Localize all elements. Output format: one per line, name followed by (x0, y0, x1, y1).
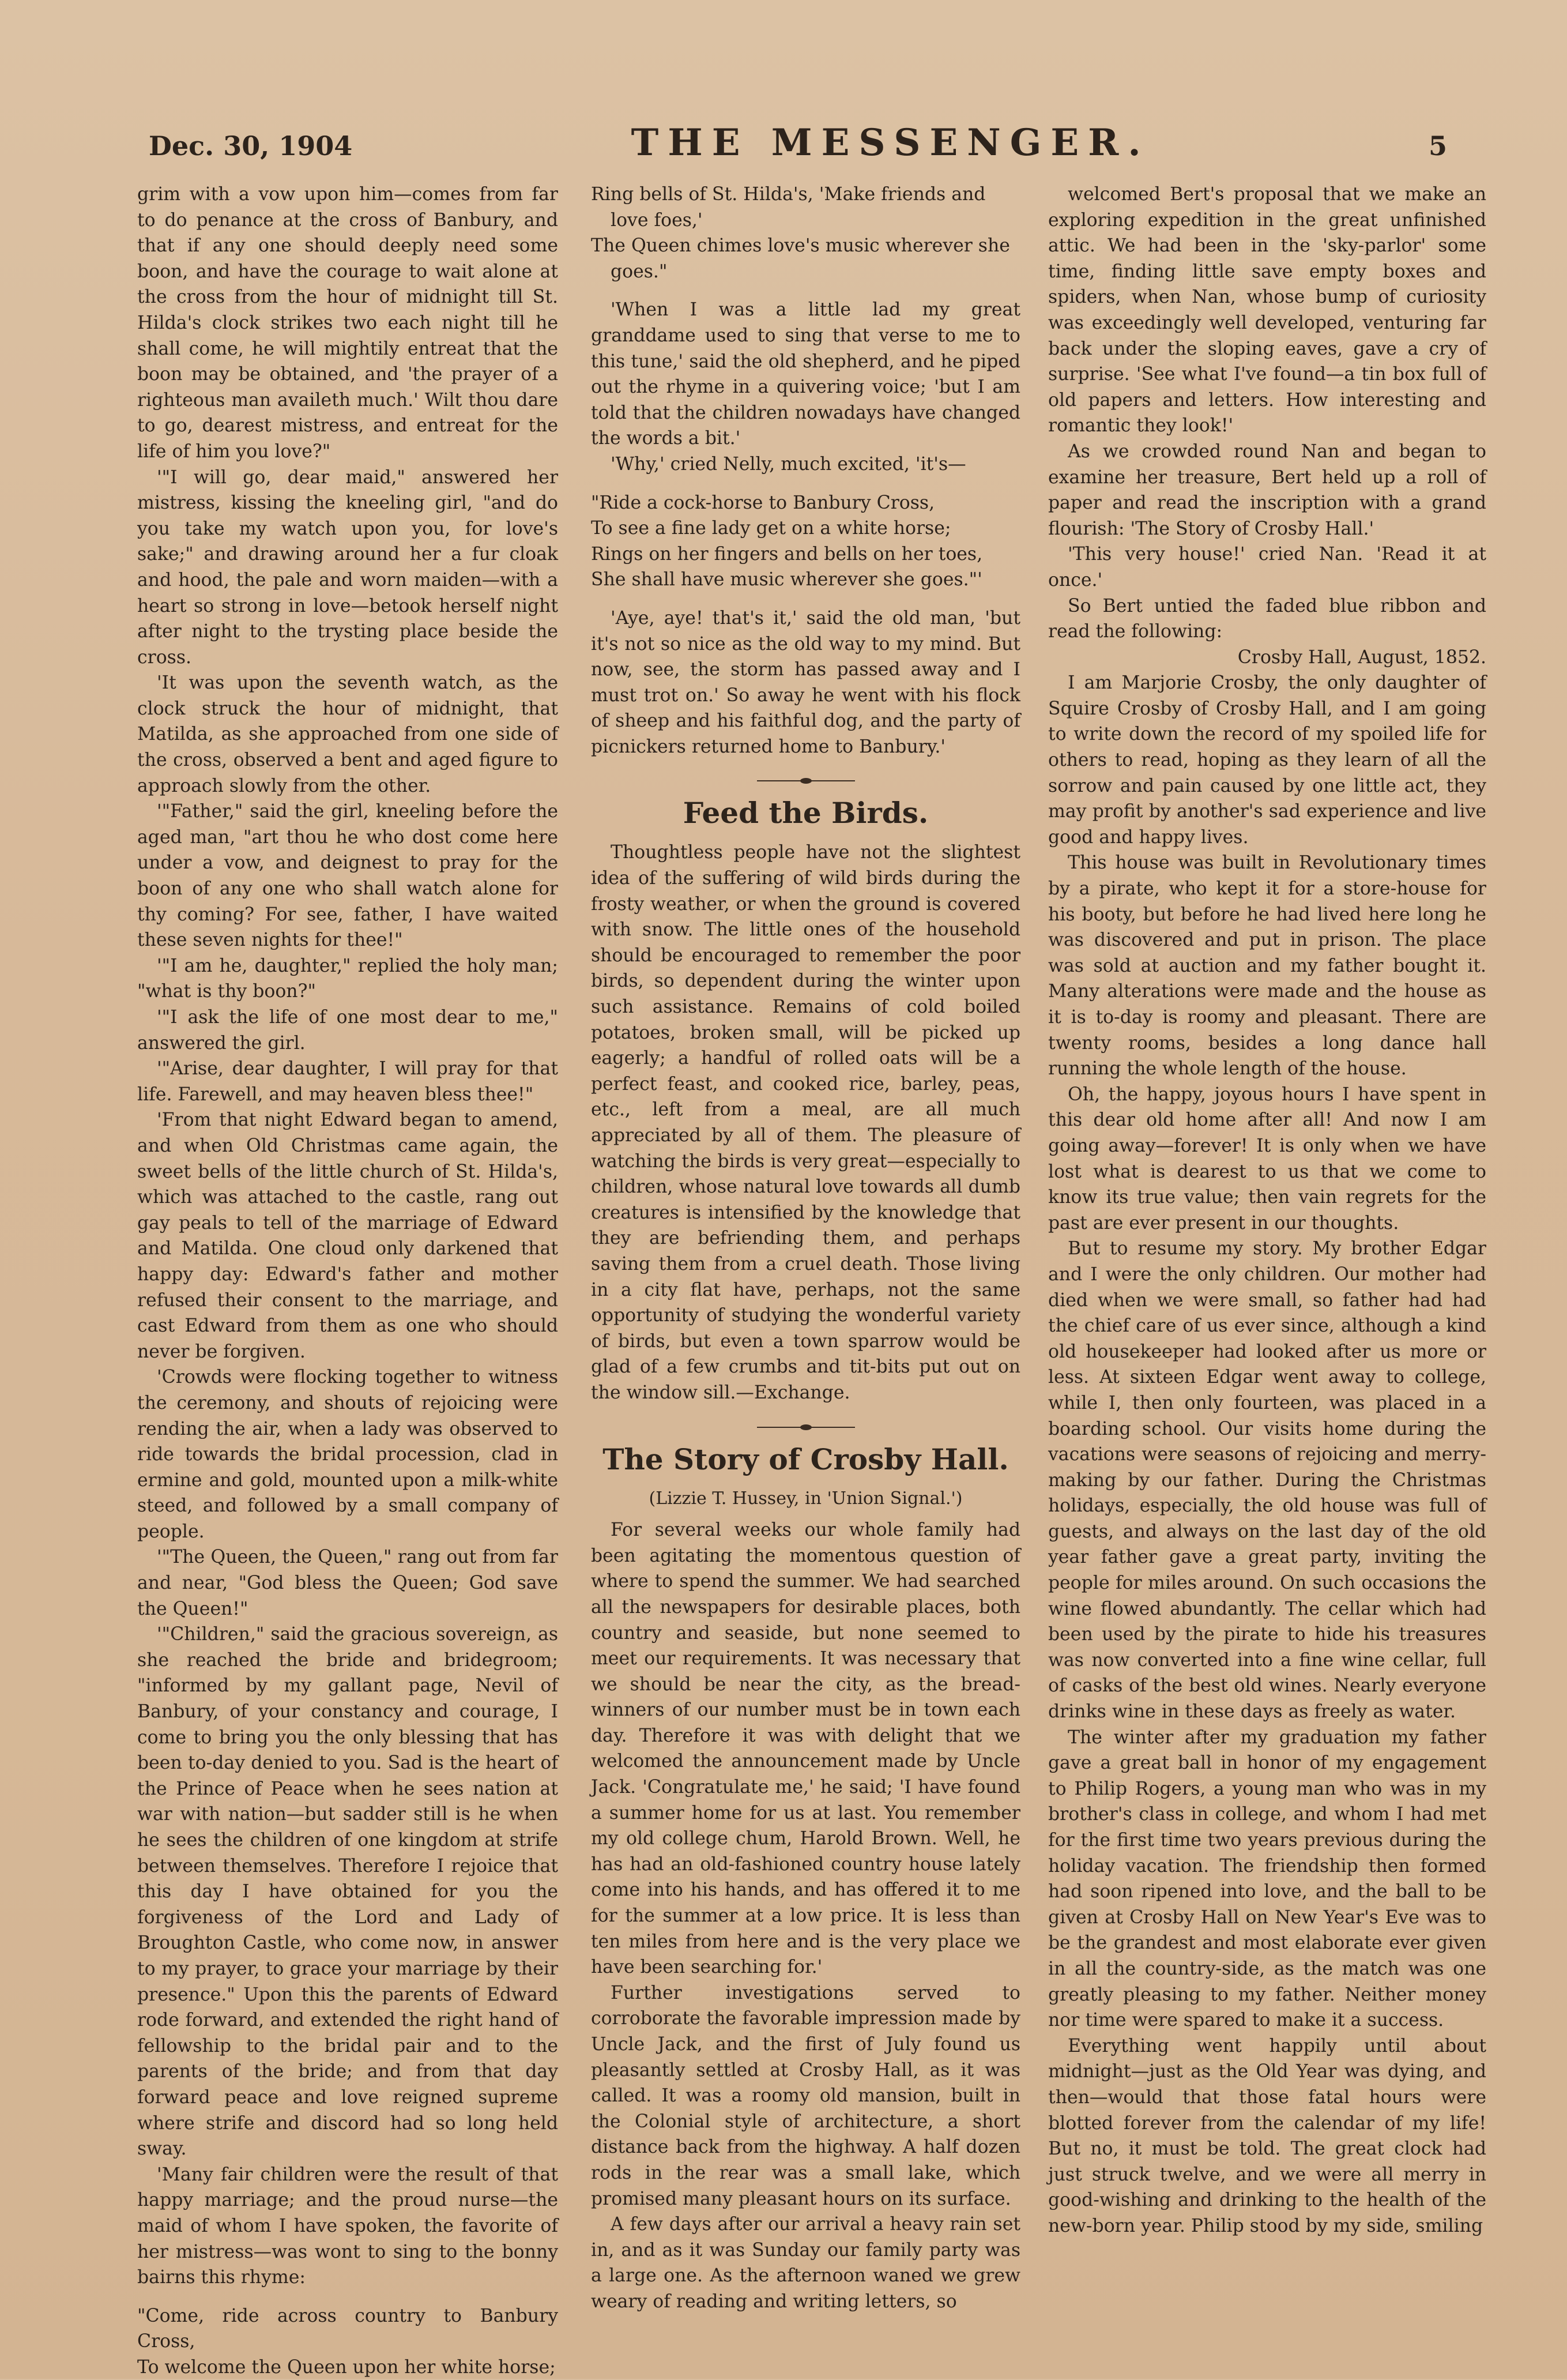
verse-line: goes." (611, 261, 668, 282)
paragraph: 'Why,' cried Nelly, much excited, 'it's— (611, 453, 966, 475)
paragraph: The winter after my graduation my father gave a great ball in honor of my engagement to Philip Rogers, a young man who was in my brother's class in college, and whom I had met for the first time two years previous during the holiday vacation. The friendship then formed had soon ripened into love, and the ball to be given at Crosby Hall on New Year's Eve was to be the grandest and most elaborate ever given in all the country-side, as the match was one greatly pleasing to my father. Neither money nor time were spared to make it a success. (1048, 1727, 1486, 2031)
verse-line: Ring bells of St. Hilda's, 'Make friends and (591, 184, 986, 205)
verse-line: She shall have music wherever she goes."' (591, 569, 982, 591)
masthead (149, 121, 1447, 164)
verse (591, 182, 1020, 284)
paragraph: 'When I was a little lad my great granddame used to sing that verse to me to this tune,' said the old shepherd, and he piped out the rhyme in a quivering voice; 'but I am told that the children nowadays have changed the words a bit.' (591, 299, 1020, 449)
column-2 (591, 182, 1020, 2315)
paragraph: '"I ask the life of one most dear to me," answered the girl. (137, 1007, 558, 1054)
byline: (Lizzie T. Hussey, in 'Union Signal.') (649, 1488, 963, 1509)
column-1 (137, 182, 558, 2380)
paragraph: But to resume my story. My brother Edgar and I were the only children. Our mother had died when we were small, so father had had the chief care of us ever since, although a kind old housekeeper had looked after us more or less. At sixteen Edgar went away to college, while I, then only fourteen, was placed in a boarding school. Our visits home during the vacations were seasons of rejoicing and merry-making by our father. During the Christmas holidays, especially, the old house was full of guests, and always on the last day of the old year father gave a great party, inviting the people for miles around. On such occasions the wine flowed abundantly. The cellar which had been used by the pirate to hide his treasures was now converted into a fine wine cellar, full of casks of the best old wines. Nearly everyone drinks wine in these days as freely as water. (1048, 1238, 1486, 1723)
dateline: Crosby Hall, August, 1852. (1237, 646, 1486, 668)
paragraph: Everything went happily until about midnight—just as the Old Year was dying, and then—would that those fatal hours were blotted forever from the calendar of my life! But no, it must be told. The great clock had just struck twelve, and we were all merry in good-wishing and drinking to the health of the new-born year. Philip stood by my side, smiling (1048, 2035, 1486, 2236)
verse-line: "Ride a cock-horse to Banbury Cross, (591, 492, 935, 513)
verse-line: The Queen chimes love's music wherever she (591, 235, 1010, 257)
article-heading: The Story of Crosby Hall. (602, 1442, 1009, 1476)
paragraph: grim with a vow upon him—comes from far to do penance at the cross of Banbury, and that if any one should deeply need some boon, and have the courage to wait alone at the cross from the hour of midnight till St. Hilda's clock strikes two each night till he shall come, he will mightily entreat that the boon may be obtained, and 'the prayer of a righteous man availeth much.' Wilt thou dare to go, dearest mistress, and entreat for the life of him you love?" (137, 184, 558, 462)
verse (137, 2303, 558, 2380)
paragraph: '"The Queen, the Queen," rang out from far and near, "God bless the Queen; God save the Queen!" (137, 1547, 558, 1619)
paragraph: 'Crowds were flocking together to witness the ceremony, and shouts of rejoicing were rending the air, when a lady was observed to ride towards the bridal procession, clad in ermine and gold, mounted upon a milk-white steed, and followed by a small company of people. (137, 1367, 558, 1542)
verse-line: To welcome the Queen upon her white horse; (137, 2356, 556, 2378)
paragraph: 'Aye, aye! that's it,' said the old man, 'but it's not so nice as the old way to my mind. But now, see, the storm has passed away and I must trot on.' So away he went with his flock of sheep and his faithful dog, and the party of picnickers returned home to Banbury.' (591, 607, 1020, 757)
paragraph: For several weeks our whole family had been agitating the momentous question of where to spend the summer. We had searched all the newspapers for desirable places, both country and seaside, but none seemed to meet our requirements. It was necessary that we should be near the city, as the bread-winners of our number must be in town each day. Therefore it was with delight that we welcomed the announcement made by Uncle Jack. 'Congratulate me,' he said; 'I have found a summer home for us at last. You remember my old college chum, Harold Brown. Well, he has had an old-fashioned country house lately come into his hands, and has offered it to me for the summer at a low price. It is less than ten miles from here and is the very place we have been searching for.' (591, 1520, 1020, 1978)
paragraph: As we crowded round Nan and began to examine her treasure, Bert held up a roll of paper and read the inscription with a grand flourish: 'The Story of Crosby Hall.' (1048, 441, 1486, 539)
verse-line: "Come, ride across country to Banbury Cross, (137, 2305, 558, 2352)
paragraph: '"I am he, daughter," replied the holy man; "what is thy boon?" (137, 955, 558, 1002)
paragraph: Further investigations served to corroborate the favorable impression made by Uncle Jack, and the first of July found us pleasantly settled at Crosby Hall, as it was called. It was a roomy old mansion, built in the Colonial style of architecture, a short distance back from the highway. A half dozen rods in the rear was a small lake, which promised many pleasant hours on its surface. (591, 1982, 1020, 2209)
paragraph: 'It was upon the seventh watch, as the clock struck the hour of midnight, that Matilda, as she approached from one side of the cross, observed a bent and aged figure to approach slowly from the other. (137, 672, 558, 796)
paragraph: '"Father," said the girl, kneeling before the aged man, "art thou he who dost come here under a vow, and deignest to pray for the boon of any one who shall watch alone for thy coming? For see, father, I have waited these seven nights for thee!" (137, 801, 558, 951)
paragraph: Oh, the happy, joyous hours I have spent in this dear old home after all! And now I am going away—forever! It is only when we have lost what is dearest to us that we come to know its true value; then vain regrets for the past are ever present in our thoughts. (1048, 1084, 1486, 1234)
section-divider (757, 779, 855, 782)
paragraph: So Bert untied the faded blue ribbon and read the following: (1048, 595, 1486, 642)
newspaper-title: THE MESSENGER. (631, 121, 1150, 164)
article-heading: Feed the Birds. (683, 796, 929, 830)
issue-date: Dec. 30, 1904 (149, 130, 353, 161)
paragraph: '"Children," said the gracious sovereign, as she reached the bride and bridegroom; "informed by my gallant page, Nevil of Banbury, of your constancy and courage, I come to bring you the only blessing that has been to-day denied to you. Sad is the heart of the Prince of Peace when he sees nation at war with nation—but sadder still is he when he sees the children of one kingdom at strife between themselves. Therefore I rejoice that this day I have obtained for you the forgiveness of the Lord and Lady of Broughton Castle, who come now, in answer to my prayer, to grace your marriage by their presence." Upon this the parents of Edward rode forward, and extended the right hand of fellowship to the bridal pair and to the parents of the bride; and from that day forward peace and love reigned supreme where strife and discord had so long held sway. (137, 1624, 558, 2160)
verse-line: Rings on her fingers and bells on her toes, (591, 543, 983, 565)
verse-line: love foes,' (611, 209, 703, 231)
paragraph: '"Arise, dear daughter, I will pray for that life. Farewell, and may heaven bless thee!" (137, 1058, 558, 1105)
paragraph: A few days after our arrival a heavy rain set in, and as it was Sunday our family party was a large one. As the afternoon waned we grew weary of reading and writing letters, so (591, 2214, 1020, 2312)
verse-line: To see a fine lady get on a white horse; (591, 518, 951, 539)
column-3 (1048, 182, 1486, 2239)
paragraph: This house was built in Revolutionary times by a pirate, who kept it for a store-house for his booty, but before he had lived here long he was discovered and put in prison. The place was sold at auction and my father bought it. Many alterations were made and the house as it is to-day is roomy and pleasant. There are twenty rooms, besides a long dance hall running the whole length of the house. (1048, 852, 1486, 1080)
paragraph: '"I will go, dear maid," answered her mistress, kissing the kneeling girl, "and do you take my watch upon you, for love's sake;" and drawing around her a fur cloak and hood, the pale and worn maiden—with a heart so strong in love—betook herself night after night to the trysting place beside the cross. (137, 467, 558, 668)
paragraph: Thoughtless people have not the slightest idea of the suffering of wild birds during the frosty weather, or when the ground is covered with snow. The little ones of the household should be encouraged to remember the poor birds, so dependent during the winter upon such assistance. Remains of cold boiled potatoes, broken small, will be picked up eagerly; a handful of rolled oats will be a perfect feast, and cooked rice, barley, peas, etc., left from a meal, are all much appreciated by all of them. The pleasure of watching the birds is very great—especially to children, whose natural love towards all dumb creatures is intensified by the knowledge that they are befriending them, and perhaps saving them from a cruel death. Those living in a city flat have, perhaps, not the same opportunity of studying the wonderful variety of birds, but even a town sparrow would be glad of a few crumbs and tit-bits put out on the window sill.—Exchange. (591, 842, 1020, 1403)
paragraph: I am Marjorie Crosby, the only daughter of Squire Crosby of Crosby Hall, and I am going to write down the record of my spoiled life for others to read, hoping as they learn of all the sorrow and pain caused by one little act, they may profit by another's sad experience and live good and happy lives. (1048, 672, 1486, 848)
paragraph: welcomed Bert's proposal that we make an exploring expedition in the great unfinished attic. We had been in the 'sky-parlor' some time, finding little save empty boxes and spiders, when Nan, whose bump of curiosity was exceedingly well developed, venturing far back under the sloping eaves, gave a cry of surprise. 'See what I've found—a tin box full of old papers and letters. How interesting and romantic they look!' (1048, 184, 1486, 437)
page-number: 5 (1428, 130, 1447, 161)
section-divider (757, 1426, 855, 1428)
paragraph: 'This very house!' cried Nan. 'Read it at once.' (1048, 544, 1486, 591)
paragraph: 'From that night Edward began to amend, and when Old Christmas came again, the sweet bells of the little church of St. Hilda's, which was attached to the castle, rang out gay peals to tell of the marriage of Edward and Matilda. One cloud only darkened that happy day: Edward's father and mother refused their consent to the marriage, and cast Edward from them as one who should never be forgiven. (137, 1110, 558, 1362)
paragraph: 'Many fair children were the result of that happy marriage; and the proud nurse—the maid of whom I have spoken, the favorite of her mistress—was wont to sing to the bonny bairns this rhyme: (137, 2164, 558, 2288)
verse (591, 490, 1020, 593)
